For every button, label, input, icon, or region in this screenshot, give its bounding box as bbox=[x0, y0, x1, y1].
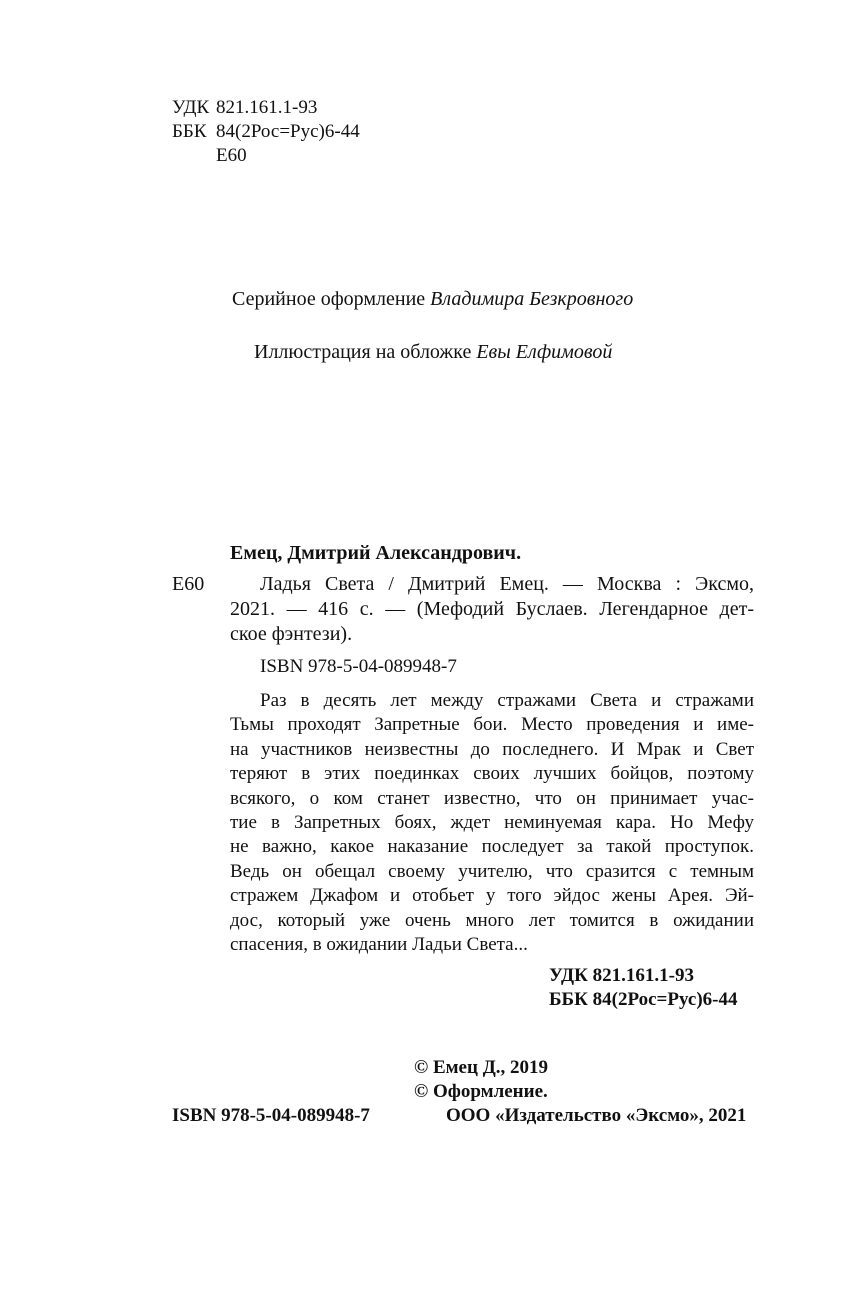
description-line: Ладья Света / Дмитрий Емец. — Москва : Эксмо, bbox=[260, 573, 754, 595]
bbk-value: 84(2Рос=Рус)6-44 bbox=[216, 121, 360, 142]
annotation-line: не важно, какое наказание последует за такой проступок. bbox=[230, 836, 754, 858]
author-mark-top: Е60 bbox=[216, 145, 247, 166]
annotation-line: тие в Запретных боях, ждет неминуемая кара. Но Мефу bbox=[230, 812, 754, 834]
annotation-line: на участников неизвестны до последнего. И Мрак и Свет bbox=[230, 738, 754, 760]
bbk-code-line bbox=[172, 120, 360, 144]
udk-code-bottom: УДК 821.161.1-93 bbox=[549, 965, 694, 986]
description-line: ское фэнтези). bbox=[230, 623, 353, 645]
isbn-imprint: ISBN 978-5-04-089948-7 bbox=[172, 1105, 370, 1126]
cover-illustration-credit bbox=[254, 340, 612, 364]
bibliographic-description bbox=[230, 572, 754, 647]
annotation-line: Раз в десять лет между стражами Света и стражами bbox=[260, 690, 754, 711]
copyright-design: © Оформление. bbox=[414, 1081, 548, 1102]
annotation bbox=[230, 689, 754, 957]
annotation-line: всякого, о ком станет известно, что он принимает учас- bbox=[230, 787, 754, 809]
author-heading: Емец, Дмитрий Александрович. bbox=[230, 542, 522, 564]
annotation-line: Тьмы проходят Запретные бои. Место проведения и име- bbox=[230, 714, 754, 736]
cover-illustration-name: Евы Елфимовой bbox=[476, 341, 613, 363]
copyright-author: © Емец Д., 2019 bbox=[414, 1057, 549, 1078]
annotation-line: Ведь он обещал своему учителю, что сразится с темным bbox=[230, 860, 754, 882]
annotation-line: теряют в этих поединках своих лучших бойцов, поэтому bbox=[230, 763, 754, 785]
publisher-imprint: ООО «Издательство «Эксмо», 2021 bbox=[446, 1105, 747, 1126]
annotation-line: стражем Джафом и отобьет у того эйдос жены Арея. Эй- bbox=[230, 885, 754, 907]
isbn-record: ISBN 978-5-04-089948-7 bbox=[260, 656, 457, 677]
annotation-line: спасения, в ожидании Ладьи Света... bbox=[230, 934, 528, 956]
author-mark-record: Е60 bbox=[172, 573, 205, 595]
bbk-label: ББК bbox=[172, 121, 207, 142]
udk-value: 821.161.1-93 bbox=[216, 97, 318, 118]
udk-code-line bbox=[172, 96, 317, 120]
udk-label: УДК bbox=[172, 97, 210, 118]
cover-illustration-label: Иллюстрация на обложке bbox=[254, 341, 472, 363]
annotation-line: дос, который уже очень много лет томится в ожидании bbox=[230, 909, 754, 931]
bbk-code-bottom: ББК 84(2Рос=Рус)6-44 bbox=[549, 989, 738, 1010]
series-design-label: Серийное оформление bbox=[232, 288, 426, 310]
series-design-name: Владимира Безкровного bbox=[430, 288, 634, 310]
series-design-credit bbox=[232, 287, 633, 311]
description-line: 2021. — 416 с. — (Мефодий Буслаев. Легендарное дет- bbox=[230, 598, 754, 620]
